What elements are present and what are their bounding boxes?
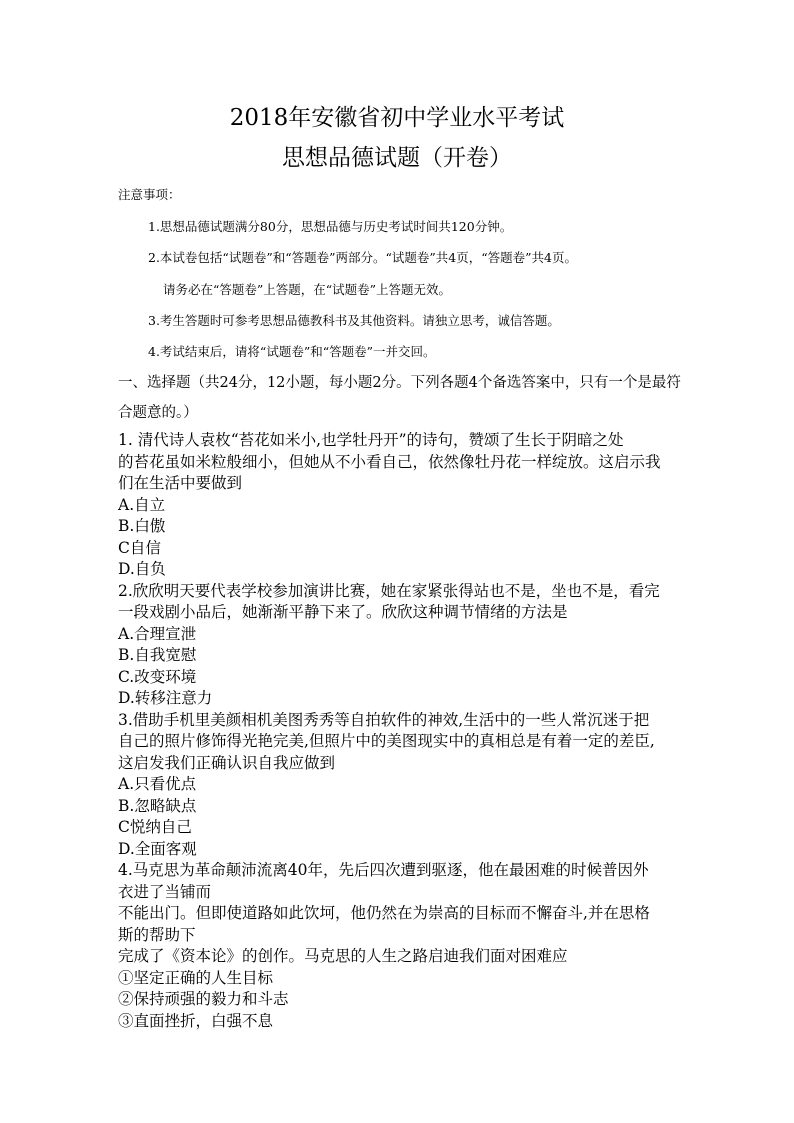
question-1-text: 的苔花虽如米粒般细小，但她从不小看自己，依然像牡丹花一样绽放。这启示我: [118, 452, 661, 471]
question-3-option-d: D.全面客观: [118, 839, 197, 858]
question-1-option-d: D.自负: [118, 560, 166, 578]
question-4-text: 完成了《资本论》的创作。马克思的人生之路启迪我们面对困难应: [118, 947, 568, 965]
question-3-option-c: C悦纳自己: [118, 818, 192, 836]
question-4-statement-2: ②保持顽强的毅力和斗志: [118, 990, 289, 1008]
questions: [118, 430, 688, 1032]
question-2-option-c: C.改变环境: [118, 667, 197, 686]
question-3-option-a: A.只看优点: [118, 775, 197, 793]
question-4-statement-3: ③直面挫折，白强不息: [118, 1011, 274, 1030]
question-1-text: 们在生活中要做到: [118, 474, 243, 492]
question-2-option-d: D.转移注意力: [118, 689, 213, 707]
question-4-text: 不能出门。但即使道路如此饮坷，他仍然在为崇高的目标而不懈奋斗,并在思格: [118, 904, 650, 922]
question-2-text: 一段戏剧小品后，她渐渐平静下来了。欣欣这种调节情绪的方法是: [118, 603, 568, 621]
question-2-option-b: B.自我宽慰: [118, 646, 197, 664]
question-1-option-a: A.自立: [118, 495, 166, 514]
question-4-text: 4.马克思为革命颠沛流离40年，先后四次遭到驱逐，他在最困难的时候普因外: [118, 861, 649, 879]
question-1-option-b: B.白傲: [118, 517, 166, 535]
section-heading-cont: 合题意的。）: [118, 405, 198, 421]
question-4-text: 衣进了当铺而: [118, 882, 212, 901]
exam-subtitle: 思想品德试题（开卷）: [282, 145, 512, 171]
question-1-text: 1. 清代诗人袁枚“苔花如米小,也学牡丹开”的诗句，赞颂了生长于阴暗之处: [118, 431, 624, 449]
notice-item: 2.本试卷包括“试题卷”和“答题卷”两部分。“试题卷”共4页，“答题卷”共4页。: [148, 250, 577, 265]
question-3-option-b: B.忽略缺点: [118, 796, 197, 815]
notice-item: 1.思想品德试题满分80分，思想品德与历史考试时间共120分钟。: [148, 219, 513, 234]
question-1-option-c: C自信: [118, 538, 161, 557]
section-heading: 一、选择题（共24分，12小题，每小题2分。下列各题4个备选答案中，只有一个是最符: [118, 375, 681, 391]
notice-item: 3.考生答题时可参考思想品德教科书及其他资料。请独立思考，诚信答题。: [148, 313, 560, 328]
notice-heading: 注意事项：: [118, 187, 181, 202]
question-4-text: 斯的帮助下: [118, 925, 196, 944]
exam-title: 2018年安徽省初中学业水平考试: [229, 105, 565, 131]
notice-item: 请务必在“答题卷”上答题，在“试题卷”上答题无效。: [163, 282, 452, 297]
question-2-text: 2.欣欣明天要代表学校参加演讲比赛，她在家紧张得站也不是，坐也不是，看完: [118, 581, 660, 600]
question-3-text: 这启发我们正确认识自我应做到: [118, 753, 336, 772]
question-3-text: 3.借助手机里美颜相机美图秀秀等自拍软件的神效,生活中的一些人常沉迷于把: [118, 710, 650, 729]
question-2-option-a: A.合理宣泄: [118, 624, 197, 643]
question-3-text: 自己的照片修饰得光艳完美,但照片中的美图现实中的真相总是有着一定的差臣,: [118, 732, 655, 750]
question-4-statement-1: ①坚定正确的人生目标: [118, 968, 274, 987]
notice-item: 4.考试结束后，请将“试题卷”和“答题卷”一并交回。: [148, 344, 436, 359]
